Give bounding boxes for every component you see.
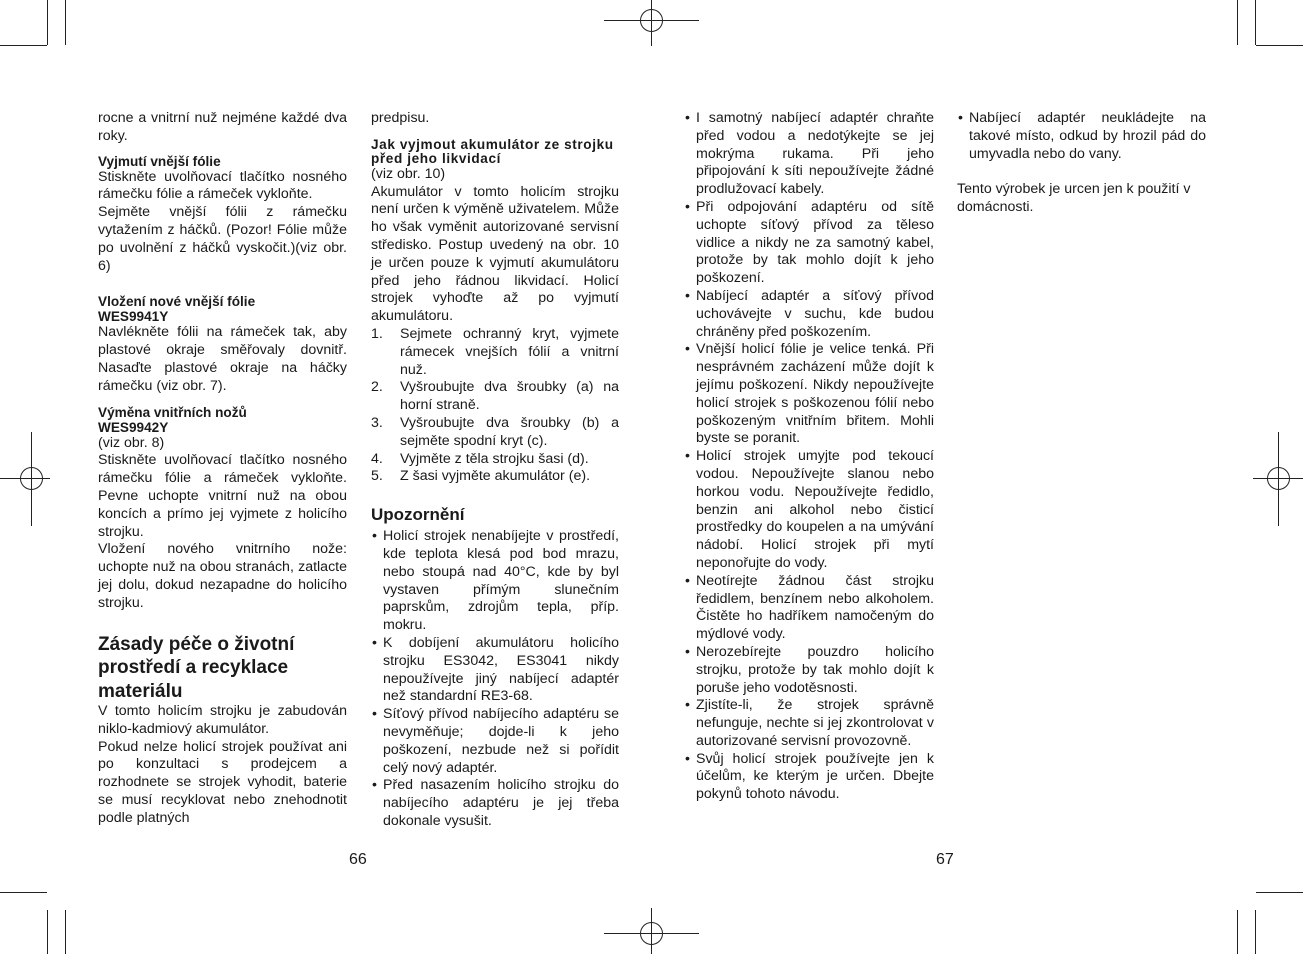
list-item: • Síťový přívod nabíjecího adaptéru se nevyměňuje; dojde-li k jeho poškození, nezbude než si pořídit celý nový adaptér. bbox=[372, 706, 619, 776]
list-item: • Zjistíte-li, že strojek správně nefunguje, nechte si jej zkontrolovat v autorizované servisní provozovně. bbox=[685, 697, 934, 749]
paragraph: Stiskněte uvolňovací tlačítko nosného rámečku fólie a rámeček vykloňte. Pevne uchopte vnitrní nuž na obou koncích a prímo jej vyjmete z holicího strojku. bbox=[98, 452, 347, 540]
paragraph: Pokud nelze holicí strojek používat ani po konzultaci s prodejcem a rozhodnete se strojek vyhodit, baterie se musí recyklovat nebo znehodnotit podle platných bbox=[98, 738, 347, 826]
left-page-column-2 bbox=[371, 110, 619, 831]
list-item: 3. Vyšroubujte dva šroubky (b) a sejměte spodní kryt (c). bbox=[371, 414, 619, 449]
list-item: • Holicí strojek nenabíjejte v prostředí, kde teplota klesá pod bod mrazu, nebo stoupá nad 40°C, kde by byl vystaven přímým slunečním paprskům, zdrojům tepla, příp. mokru. bbox=[372, 528, 619, 634]
section-heading-replace-blades bbox=[98, 405, 347, 435]
model-code: WES9941Y bbox=[98, 309, 169, 325]
paragraph: Sejměte vnější fólii z rámečku vytažením z háčků. (Pozor! Fólie může po uvolnění z háčků vyskočit.)(viz obr. 6) bbox=[98, 204, 347, 274]
page-number-left: 66 bbox=[349, 851, 367, 868]
list-item: • Před nasazením holicího strojku do nabíjecího adaptéru je jej třeba dokonale vysušit. bbox=[372, 777, 619, 829]
list-item: 1. Sejmete ochranný kryt, vyjmete rámecek vnejších fólií a vnitrní nuž. bbox=[371, 325, 619, 378]
right-page-column-2 bbox=[957, 110, 1206, 217]
list-item: • Nerozebírejte pouzdro holicího strojku, protože by tak mohlo dojít k poruše jeho vodotěsnosti. bbox=[685, 643, 934, 696]
figure-reference: (viz obr. 8) bbox=[98, 434, 165, 451]
paragraph: V tomto holicím strojku je zabudován niklo-kadmiový akumulátor. bbox=[98, 703, 347, 737]
warnings-list-continued bbox=[684, 110, 934, 804]
list-item: • Svůj holicí strojek používejte jen k účelům, ke kterým je určen. Dbejte pokynů tohoto návodu. bbox=[685, 750, 934, 803]
section-heading-environment: Zásady péče o životní prostředí a recyklace materiálu bbox=[98, 633, 295, 702]
list-item: 2. Vyšroubujte dva šroubky (a) na horní straně. bbox=[371, 379, 619, 414]
list-item: 5. Z šasi vyjměte akumulátor (e). bbox=[371, 468, 591, 485]
list-item: • Neotírejte žádnou část strojku ředidlem, benzínem nebo alkoholem. Čistěte ho hadříkem namočeným do mýdlové vody. bbox=[685, 572, 934, 643]
heading-line: Vložení nové vnější fólie bbox=[98, 294, 256, 310]
section-heading-battery-removal: Jak vyjmout akumulátor ze strojku před jeho likvidací bbox=[371, 136, 614, 166]
section-heading-warnings: Upozornění bbox=[371, 505, 465, 525]
paragraph: Akumulátor v tomto holicím strojku není určen k výměně uživatelem. Může ho však vyměnit autorizované servisní středisko. Postup uvedený na obr. 10 je určen pouze k vyjmutí akumulátoru před jeho řádnou likvidací. Holicí strojek vyhoďte až po vyjmutí akumulátoru. bbox=[371, 183, 619, 325]
continued-text: predpisu. bbox=[371, 110, 430, 126]
warnings-list bbox=[371, 528, 619, 831]
section-heading-remove-foil: Vyjmutí vnější fólie bbox=[98, 153, 221, 169]
household-use-note: Tento výrobek je urcen jen k použití v domácnosti. bbox=[957, 181, 1191, 216]
right-page-column-1 bbox=[684, 110, 934, 804]
removal-steps-list bbox=[371, 326, 619, 486]
model-code: WES9942Y bbox=[98, 419, 169, 435]
list-item: • Nabíjecí adaptér neukládejte na takové místo, odkud by hrozil pád do umyvadla nebo do vany. bbox=[958, 110, 1206, 162]
list-item: • Nabíjecí adaptér a síťový přívod uchovávejte v suchu, kde budou chráněny před poškozením. bbox=[685, 287, 934, 340]
intro-text: rocne a vnitrní nuž nejméne každé dva roky. bbox=[98, 110, 347, 144]
figure-reference: (viz obr. 10) bbox=[371, 165, 446, 182]
list-item: • Holicí strojek umyjte pod tekoucí vodou. Nepoužívejte slanou nebo horkou vodu. Nepoužívejte ředidlo, benzin ani alkohol nebo čisticí prostředky do koupelen a na umývání nádobí. Holicí strojek při mytí neponořujte do vody. bbox=[685, 448, 934, 571]
heading-line: Výměna vnitřních nožů bbox=[98, 404, 247, 420]
warnings-list-end bbox=[957, 110, 1206, 163]
list-item: • Při odpojování adaptéru od sítě uchopte síťový přívod za těleso vidlice a nikdy ne za samotný kabel, protože by tak mohlo dojít k jeho poškození. bbox=[685, 198, 934, 287]
section-heading-insert-foil bbox=[98, 294, 347, 324]
list-item: 4. Vyjměte z těla strojku šasi (d). bbox=[371, 450, 589, 467]
left-page-column-1 bbox=[98, 110, 347, 828]
list-item: • K dobíjení akumulátoru holicího strojku ES3042, ES3041 nikdy nepoužívejte jiný nabíjecí adaptér než standardní RE3-68. bbox=[372, 634, 619, 705]
paragraph: Navlékněte fólii na rámeček tak, aby plastové okraje směřovaly dovnitř. Nasaďte plastové okraje na háčky rámečku (viz obr. 7). bbox=[98, 324, 347, 394]
list-item: • Vnější holicí fólie je velice tenká. Při nesprávném zacházení může dojít k jejímu poškození. Nikdy nepoužívejte holicí strojek s poškozenou fólií nebo poškozeným vnitřním břitem. Mohli byste se poranit. bbox=[685, 341, 934, 447]
paragraph: Stiskněte uvolňovací tlačítko nosného rámečku fólie a rámeček vykloňte. bbox=[98, 168, 347, 203]
list-item: • I samotný nabíjecí adaptér chraňte před vodou a nedotýkejte se jej mokrýma rukama. Při jeho připojování k síti nepoužívejte žádné prodlužovací kabely. bbox=[685, 110, 934, 198]
page-number-right: 67 bbox=[936, 851, 954, 868]
paragraph: Vložení nového vnitrního nože: uchopte nuž na obou stranách, zatlacte jej dolu, dokud nezapadne do holicího strojku. bbox=[98, 541, 347, 611]
